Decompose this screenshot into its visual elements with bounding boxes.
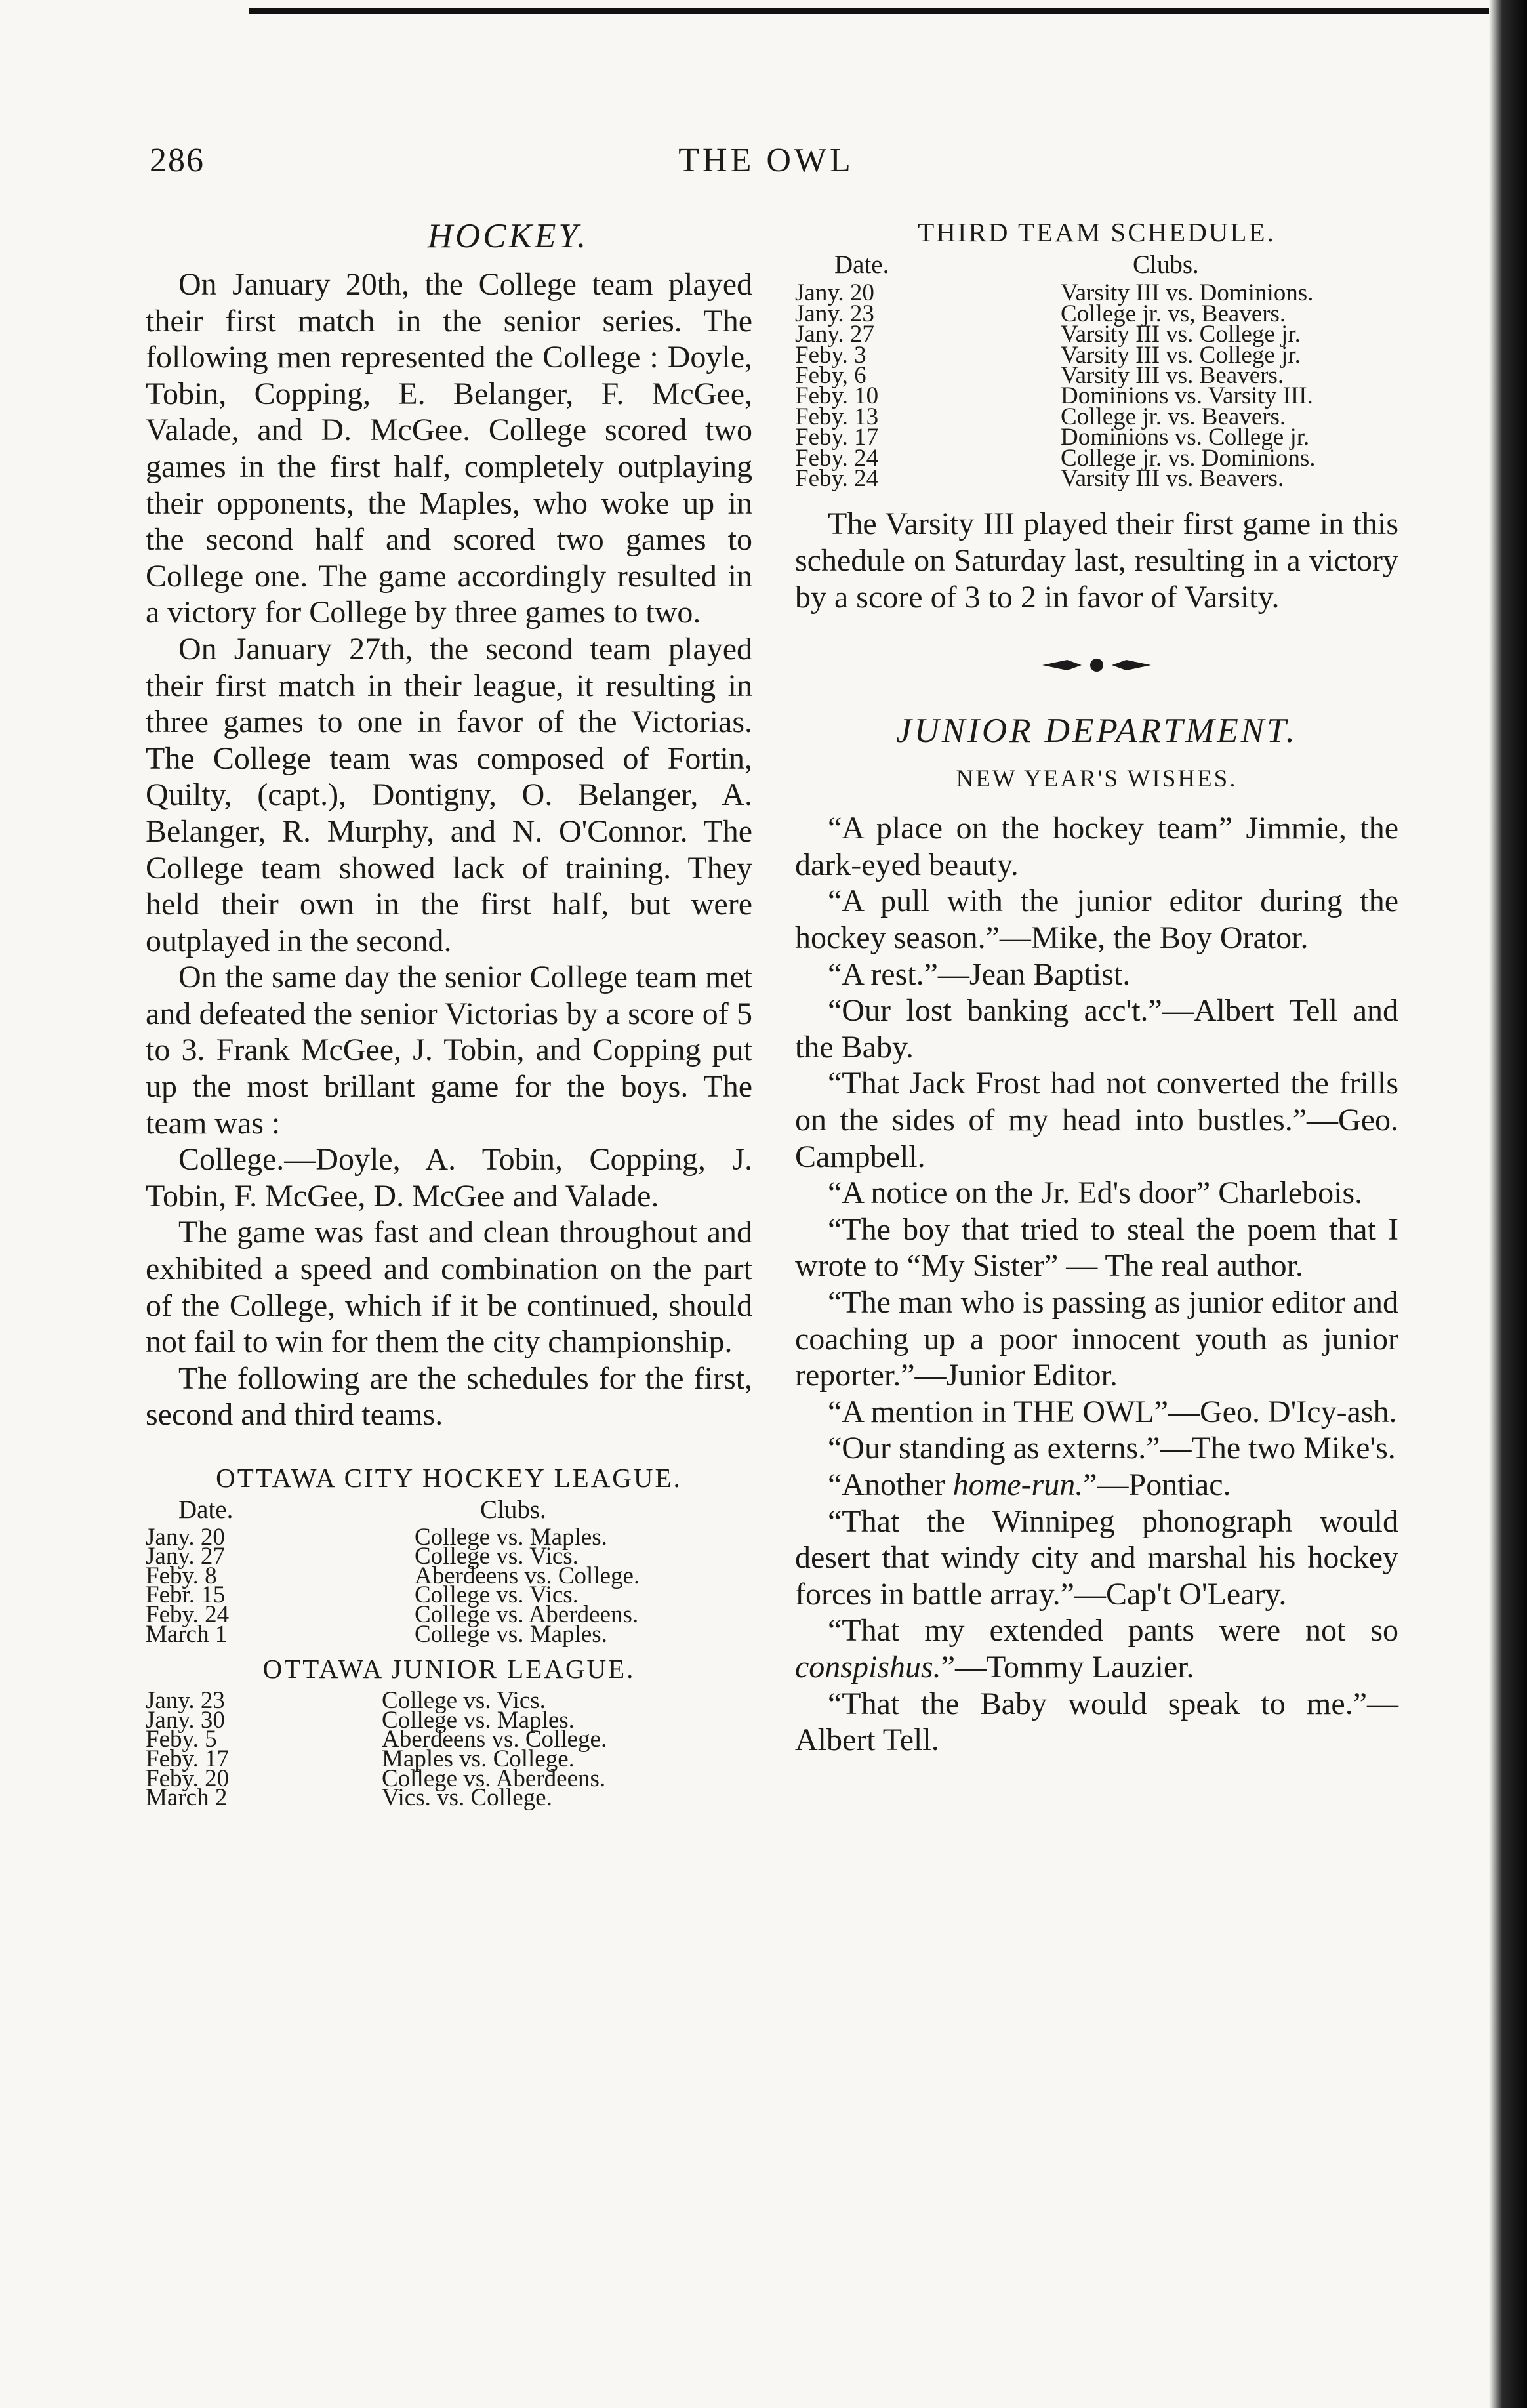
schedule-clubs: Varsity III vs. Beavers. [1061, 465, 1284, 493]
schedule-date: Feby. 24 [795, 465, 879, 493]
third-team-note: The Varsity III played their first game in this schedule on Saturday last, resulting in a victory by a score of 3 to 2 in favor of Varsity. [795, 506, 1398, 615]
schedule-clubs: Aberdeens vs. College. [382, 1726, 607, 1753]
schedule-clubs: Varsity III vs. Beavers. [1061, 362, 1284, 390]
junior-league-title: OTTAWA JUNIOR LEAGUE. [262, 1654, 636, 1684]
date-column-header: Date. [178, 1496, 234, 1524]
schedule-clubs: College vs. Aberdeens. [382, 1765, 606, 1792]
schedule-clubs: College jr. vs. Dominions. [1061, 444, 1316, 472]
schedule-date: March 2 [146, 1784, 228, 1812]
hockey-paragraph: College.—Doyle, A. Tobin, Copping, J. Tobin, F. McGee, D. McGee and Valade. [146, 1142, 752, 1214]
schedule-row [795, 468, 1398, 489]
city-league-title: OTTAWA CITY HOCKEY LEAGUE. [216, 1463, 682, 1493]
schedule-date: Feby. 17 [795, 424, 879, 451]
hockey-title: HOCKEY. [427, 217, 589, 255]
schedule-clubs: College vs. Vics. [415, 1582, 579, 1609]
running-title: THE OWL [678, 142, 854, 179]
wish-item [795, 1612, 1398, 1685]
ornament-divider-icon [795, 653, 1398, 680]
wish-item: “The man who is passing as junior editor and coaching up a poor innocent youth as junior reporter.”—Junior Editor. [795, 1284, 1398, 1393]
page-number: 286 [150, 142, 205, 179]
schedule-clubs: College vs. Maples. [415, 1620, 607, 1648]
schedule-date: Feby. 13 [795, 403, 879, 430]
schedule-clubs: College vs. Vics. [415, 1543, 579, 1570]
schedule-date: Feby. 5 [146, 1726, 217, 1753]
hockey-paragraph: The following are the schedules for the first, second and third teams. [146, 1360, 752, 1433]
wish-italic-text: home-run. [952, 1467, 1084, 1502]
wish-item: “That the Baby would speak to me.”—Albert Tell. [795, 1686, 1398, 1758]
schedule-clubs: Dominions vs. College jr. [1061, 424, 1310, 451]
schedule-clubs: College jr. vs. Beavers. [1061, 403, 1286, 430]
schedule-clubs: Vics. vs. College. [382, 1784, 552, 1812]
schedule-clubs: College vs. Aberdeens. [415, 1601, 639, 1628]
schedule-clubs: Aberdeens vs. College. [415, 1562, 640, 1589]
top-rule [249, 8, 1507, 14]
schedule-date: Feby, 6 [795, 362, 866, 390]
schedule-date: Jany. 23 [146, 1687, 225, 1715]
third-team-title: THIRD TEAM SCHEDULE. [918, 217, 1276, 247]
hockey-paragraph: On January 27th, the second team played their first match in their league, it resulting in three games to one in favor of the Victorias. The College team was composed of Fortin, Quilty, (capt.), Dontigny, O. Belanger, A. Belanger, R. Murphy, and N. O'Connor. The College team showed lack of training. They held their own in the first half, but were outplayed in the second. [146, 631, 752, 958]
wish-text: “That my extended pants were not so [828, 1613, 1398, 1648]
schedule-date: Feby. 8 [146, 1562, 217, 1589]
new-years-wishes-subtitle: NEW YEAR'S WISHES. [956, 765, 1238, 793]
schedule-clubs: College vs. Vics. [382, 1687, 546, 1715]
schedule-date: Feby. 10 [795, 382, 879, 410]
schedule-date: Jany. 23 [795, 300, 874, 327]
wish-item: “Our standing as externs.”—The two Mike's. [828, 1431, 1396, 1466]
clubs-column-header: Clubs. [1133, 251, 1199, 279]
clubs-column-header: Clubs. [480, 1496, 546, 1524]
wish-text: ”—Pontiac. [1083, 1467, 1231, 1502]
wish-item: “Our lost banking acc't.”—Albert Tell and the Baby. [795, 993, 1398, 1065]
hockey-paragraph: On the same day the senior College team met and defeated the senior Victorias by a score of 5 to 3. Frank McGee, J. Tobin, and Copping put up the most brillant game for the boys. The team was : [146, 960, 752, 1141]
scan-binding-edge [1489, 0, 1527, 2408]
date-column-header: Date. [834, 251, 889, 279]
schedule-date: Jany. 30 [146, 1706, 225, 1734]
schedule-date: Jany. 20 [795, 279, 874, 307]
schedule-date: Febr. 15 [146, 1582, 226, 1609]
wish-item: “That Jack Frost had not converted the frills on the sides of my head into bustles.”—Geo. Campbell. [795, 1066, 1398, 1174]
schedule-date: Feby. 24 [795, 444, 879, 472]
schedule-clubs: Dominions vs. Varsity III. [1061, 382, 1313, 410]
schedule-clubs: Varsity III vs. Dominions. [1061, 279, 1314, 307]
schedule-date: Feby. 17 [146, 1745, 230, 1772]
schedule-date: March 1 [146, 1620, 228, 1648]
right-column [795, 216, 1398, 1759]
schedule-clubs: Maples vs. College. [382, 1745, 575, 1772]
schedule-header-row [795, 255, 1398, 283]
wish-item: “A mention in THE OWL”—Geo. D'Icy-ash. [828, 1394, 1397, 1429]
wish-item [795, 1467, 1398, 1503]
schedule-date: Feby. 3 [795, 341, 866, 369]
wish-item: “A pull with the junior editor during the hockey season.”—Mike, the Boy Orator. [795, 884, 1398, 956]
schedule-clubs: Varsity III vs. College jr. [1061, 341, 1301, 369]
schedule-date: Jany. 27 [146, 1543, 225, 1570]
hockey-paragraph: The game was fast and clean throughout and exhibited a speed and combination on the part of the College, which if it be continued, should not fail to win for them the city championship. [146, 1215, 752, 1360]
left-column [146, 216, 752, 1812]
schedule-row [146, 1625, 752, 1644]
schedule-row [146, 1788, 752, 1808]
schedule-date: Jany. 27 [795, 321, 874, 348]
schedule-clubs: College vs. Maples. [415, 1523, 607, 1551]
wish-item: “A rest.”—Jean Baptist. [828, 956, 1131, 992]
schedule-clubs: College vs. Maples. [382, 1706, 575, 1734]
wish-italic-text: conspishus. [795, 1649, 941, 1684]
schedule-date: Jany. 20 [146, 1523, 225, 1551]
wish-item: “That the Winnipeg phonograph would desert that windy city and marshal his hockey forces in battle array.”—Cap't O'Leary. [795, 1503, 1398, 1612]
wish-item: “A place on the hockey team” Jimmie, the dark-eyed beauty. [795, 811, 1398, 882]
third-team-schedule [795, 251, 1398, 493]
page-header [150, 141, 1383, 194]
wish-text: ”—Tommy Lauzier. [941, 1649, 1194, 1684]
hockey-paragraph: On January 20th, the College team played their first match in the senior series. The following men represented the College : Doyle, Tobin, Copping, E. Belanger, F. McGee, Valade, and D. McGee. College scored two games in the first half, completely outplaying their opponents, the Maples, who woke up in the second half and scored two games to College one. The game accordingly resulted in a victory for College by three games to two. [146, 267, 752, 630]
junior-department-title: JUNIOR DEPARTMENT. [896, 712, 1297, 750]
city-league-schedule [146, 1496, 752, 1648]
schedule-clubs: College jr. vs, Beavers. [1061, 300, 1286, 327]
wish-text: “Another [828, 1467, 953, 1502]
wish-item: “A notice on the Jr. Ed's door” Charlebois. [828, 1175, 1363, 1211]
junior-league-schedule [146, 1687, 752, 1812]
schedule-clubs: Varsity III vs. College jr. [1061, 321, 1301, 348]
schedule-date: Feby. 20 [146, 1765, 230, 1792]
wish-item: “The boy that tried to steal the poem that I wrote to “My Sister” — The real author. [795, 1212, 1398, 1284]
schedule-date: Feby. 24 [146, 1601, 230, 1628]
